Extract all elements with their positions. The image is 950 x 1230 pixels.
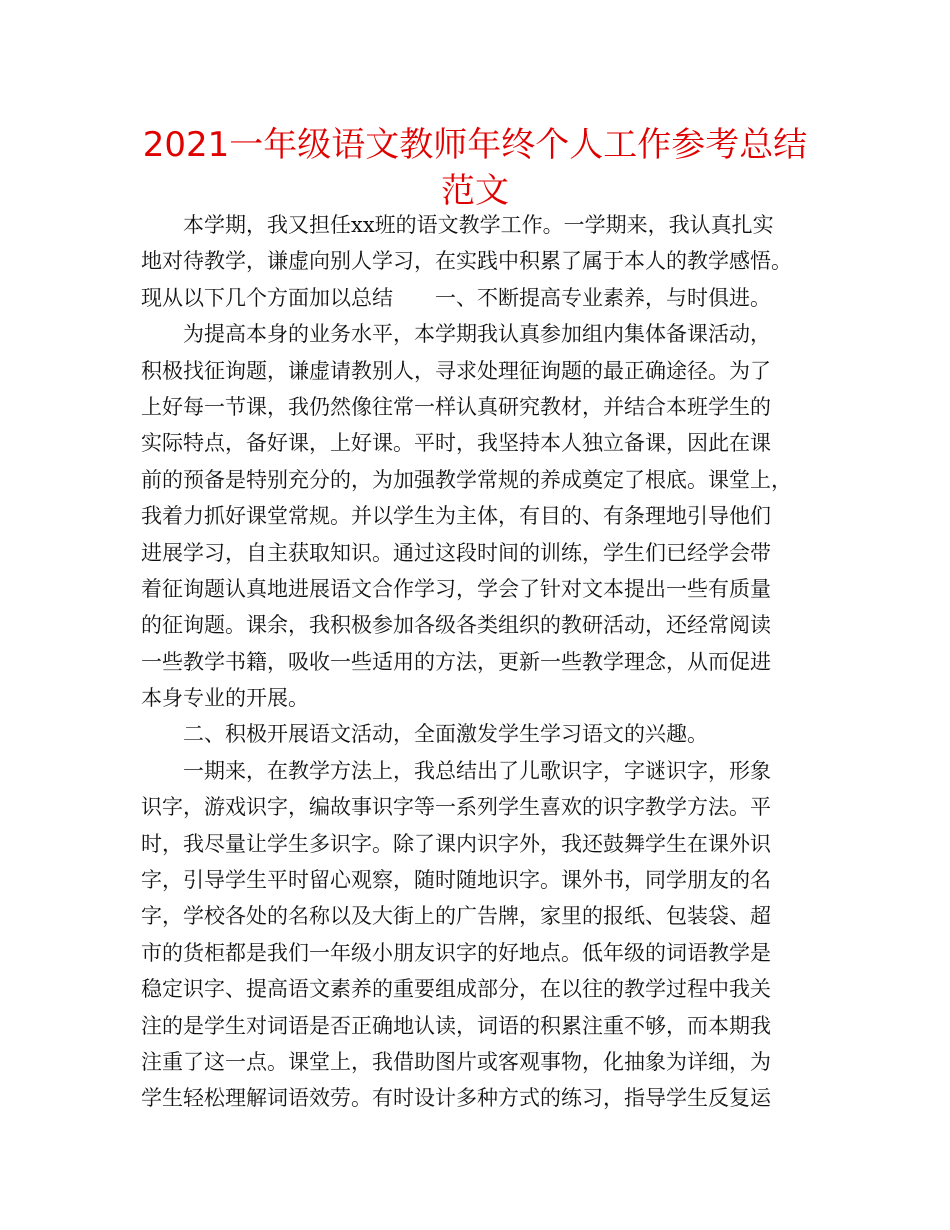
text-line: 地对待教学，谦虚向别人学习，在实践中积累了属于本人的教学感悟。 <box>141 249 792 274</box>
paragraph-intro <box>141 207 831 316</box>
paragraph-section-two <box>141 753 831 1117</box>
text-line: 字，学校各处的名称以及大街上的广告牌，家里的报纸、包装袋、超 <box>141 904 771 929</box>
text-line: 进展学习，自主获取知识。通过这段时间的训练，学生们已经学会带 <box>141 540 771 565</box>
text-line: 本身专业的开展。 <box>141 686 309 711</box>
document-title: 2021一年级语文教师年终个人工作参考总结范文 <box>142 125 808 211</box>
paragraph-section-one <box>141 316 831 716</box>
text-line: 本学期，我又担任xx班的语文教学工作。一学期来，我认真扎实 <box>183 213 774 237</box>
text-line: 为提高本身的业务水平，本学期我认真参加组内集体备课活动， <box>183 322 771 347</box>
text-line: 我着力抓好课堂常规。并以学生为主体，有目的、有条理地引导他们 <box>141 504 771 529</box>
text-line: 稳定识字、提高语文素养的重要组成部分，在以往的教学过程中我关 <box>141 977 771 1002</box>
text-line: 着征询题认真地进展语文合作学习，学会了针对文本提出一些有质量 <box>141 576 771 601</box>
document-body <box>141 207 831 1117</box>
text-line: 实际特点，备好课，上好课。平时，我坚持本人独立备课，因此在课 <box>141 431 771 456</box>
text-line: 注的是学生对词语是否正确地认读，词语的积累注重不够，而本期我 <box>141 1013 771 1038</box>
text-line: 时，我尽量让学生多识字。除了课内识字外，我还鼓舞学生在课外识 <box>141 831 771 856</box>
text-line: 注重了这一点。课堂上，我借助图片或客观事物，化抽象为详细，为 <box>141 1049 771 1074</box>
section-heading-two <box>141 716 831 752</box>
text-line: 字，引导学生平时留心观察，随时随地识字。课外书，同学朋友的名 <box>141 868 771 893</box>
text-line: 的征询题。课余，我积极参加各级各类组织的教研活动，还经常阅读 <box>141 613 771 638</box>
text-line: 二、积极开展语文活动，全面激发学生学习语文的兴趣。 <box>183 722 708 747</box>
text-line: 积极找征询题，谦虚请教别人，寻求处理征询题的最正确途径。为了 <box>141 358 771 383</box>
text-line: 识字，游戏识字，编故事识字等一系列学生喜欢的识字教学方法。平 <box>141 795 771 820</box>
text-line: 上好每一节课，我仍然像往常一样认真研究教材，并结合本班学生的 <box>141 394 771 419</box>
text-line: 市的货柜都是我们一年级小朋友识字的好地点。低年级的词语教学是 <box>141 940 771 965</box>
text-line: 一期来，在教学方法上，我总结出了儿歌识字，字谜识字，形象 <box>183 758 771 783</box>
text-line: 学生轻松理解词语效劳。有时设计多种方式的练习，指导学生反复运 <box>141 1086 771 1111</box>
text-line: 一些教学书籍，吸收一些适用的方法，更新一些教学理念，从而促进 <box>141 649 771 674</box>
text-line: 现从以下几个方面加以总结 一、不断提高专业素养，与时俱进。 <box>141 285 771 310</box>
text-line: 前的预备是特别充分的，为加强教学常规的养成奠定了根底。课堂上， <box>141 467 792 492</box>
